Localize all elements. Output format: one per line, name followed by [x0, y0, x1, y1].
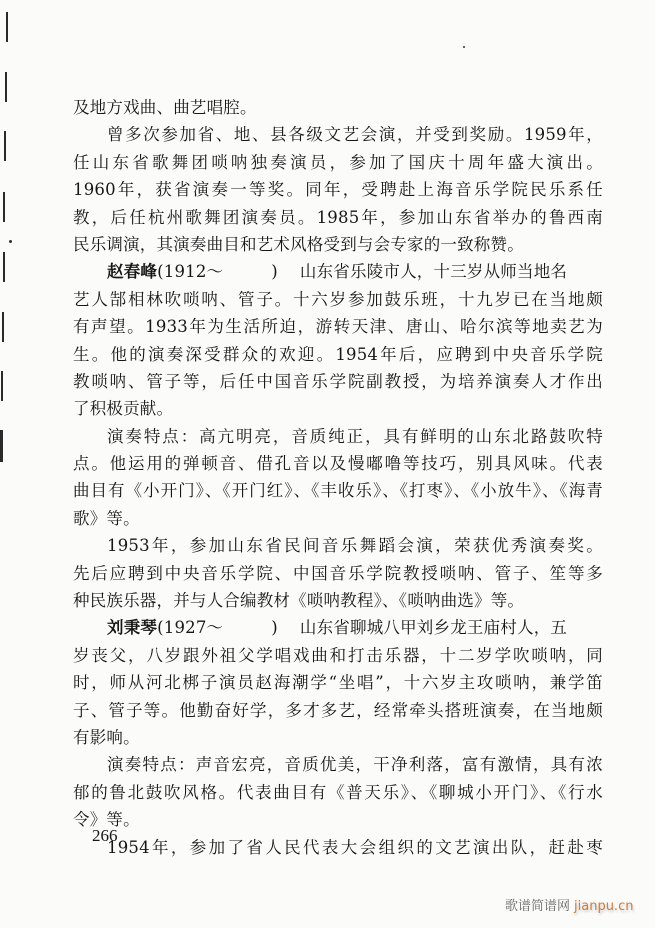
- binding-mark: [4, 131, 6, 161]
- text-line: 教，后任杭州歌舞团演奏员。1985年，参加山东省举办的鲁西南: [73, 207, 603, 227]
- text-line: 教唢呐、管子等，后任中国音乐学院副教授，为培养演奏人才作出: [73, 371, 603, 391]
- text-line: 生。他的演奏深受群众的欢迎。1954年后，应聘到中央音乐学院: [73, 344, 603, 364]
- text-line: 任山东省歌舞团唢呐独奏演员，参加了国庆十周年盛大演出。: [73, 152, 603, 172]
- text-line: 演奏特点：高亢明亮，音质纯正，具有鲜明的山东北路鼓吹特: [107, 426, 603, 446]
- binding-mark: [6, 12, 8, 42]
- text-line: 点。他运用的弹顿音、借孔音以及慢嘟噜等技巧，别具风味。代表: [73, 454, 603, 474]
- text-line: 子、管子等。他勤奋好学，多才多艺，经常牵头搭班演奏，在当地颇: [73, 700, 603, 720]
- scan-speck: [9, 240, 12, 243]
- text-line: 1960年，获省演奏一等奖。同年，受聘赴上海音乐学院民乐系任: [73, 180, 603, 200]
- person-name: 赵春峰: [107, 262, 158, 282]
- watermark-url: jianpu.cn: [574, 899, 634, 914]
- dates-close: ): [271, 262, 278, 282]
- text-line: 1953年，参加山东省民间音乐舞蹈会演，荣获优秀演奏奖。: [107, 536, 603, 556]
- text-line: 演奏特点：声音宏亮，音质优美，干净利落，富有激情，具有浓: [107, 755, 603, 775]
- text-line: 歌》等。: [73, 508, 140, 528]
- text-line: 了积极贡献。: [73, 399, 174, 419]
- text-line: 岁丧父，八岁跟外祖父学唱戏曲和打击乐器，十二岁学吹唢呐，同: [73, 645, 603, 665]
- binding-mark: [3, 192, 5, 222]
- binding-mark: [0, 430, 3, 462]
- birth-year: (1927～: [157, 618, 224, 638]
- text-line: 1954年，参加了省人民代表大会组织的文艺演出队，赶赴枣: [107, 837, 603, 857]
- text-line: 郁的鲁北鼓吹风格。代表曲目有《普天乐》、《聊城小开门》、《行水: [73, 782, 603, 802]
- entry-heading-line: [73, 258, 603, 285]
- scan-speck: [463, 46, 465, 48]
- text-line: 有影响。: [73, 727, 140, 747]
- text-line: 艺人郜相林吹唢呐、管子。十六岁参加鼓乐班，十九岁已在当地颇: [73, 289, 603, 309]
- text-line: 曾多次参加省、地、县各级文艺会演，并受到奖励。1959年，: [107, 125, 603, 145]
- person-name: 刘秉琴: [107, 618, 158, 638]
- page-body: [73, 94, 603, 861]
- text-line: 时，师从河北梆子演员赵海潮学“坐唱”，十六岁主攻唢呐，兼学笛: [73, 673, 603, 693]
- entry-heading-line: [73, 614, 603, 641]
- text-line: 民乐调演，其演奏曲目和艺术风格受到与会专家的一致称赞。: [73, 234, 524, 254]
- binding-mark: [2, 312, 4, 342]
- dates-close: ): [271, 618, 278, 638]
- text-line: 种民族乐器，并与人合编教材《唢呐教程》、《唢呐曲选》等。: [73, 591, 525, 611]
- binding-mark: [5, 72, 7, 102]
- text-line: 及地方戏曲、曲艺唱腔。: [73, 98, 257, 117]
- entry-intro: 山东省乐陵市人，十三岁从师当地名: [299, 262, 568, 282]
- text-line: 令》等。: [73, 810, 140, 830]
- text-line: 先后应聘到中央音乐学院、中国音乐学院教授唢呐、管子、笙等多: [73, 563, 603, 583]
- text-line: 有声望。1933年为生活所迫，游转天津、唐山、哈尔滨等地卖艺为: [73, 317, 603, 337]
- watermark-site-name: 歌谱简谱网: [505, 899, 571, 914]
- binding-mark: [3, 252, 5, 282]
- page-number: 266: [92, 826, 118, 845]
- binding-mark: [1, 371, 3, 401]
- entry-intro: 山东省聊城八甲刘乡龙王庙村人，五: [299, 618, 568, 638]
- birth-year: (1912～: [157, 262, 224, 282]
- watermark: [505, 895, 633, 914]
- text-line: 曲目有《小开门》、《开门红》、《丰收乐》、《打枣》、《小放牛》、《海青: [73, 481, 603, 501]
